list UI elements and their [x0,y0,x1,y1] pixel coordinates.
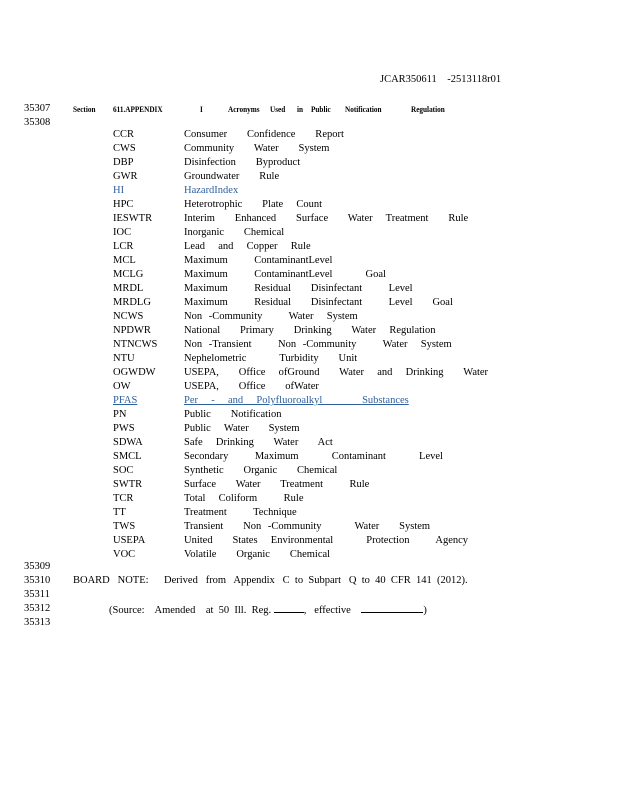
acronym-row [0,366,618,380]
line-number: 35310 [24,575,51,586]
acronym-definition: Groundwater Rule [184,171,280,182]
acronym-row [0,352,618,366]
document-id: JCAR350611 -2513118r01 [380,74,502,85]
acronym-abbr: SOC [113,465,134,476]
acronym-row [0,380,618,394]
acronym-abbr: IOC [113,227,132,238]
line-number: 35312 [24,603,51,614]
acronym-abbr: VOC [113,549,136,560]
acronym-abbr: IESWTR [113,213,153,224]
line-number: 35313 [24,617,51,628]
acronym-definition: Non -Community Water System [184,311,358,322]
heading-word: Notification [345,104,382,114]
section-label: Section [73,104,96,114]
acronym-abbr: PFAS [113,395,138,406]
acronym-abbr: HPC [113,199,134,210]
heading-word: Public [311,104,331,114]
acronym-definition: Interim Enhanced Surface Water Treatment Rule [184,213,469,224]
acronym-row [0,394,618,408]
acronym-row [0,282,618,296]
acronym-row [0,436,618,450]
acronym-definition: United States Environmental Protection Agency [184,535,469,546]
acronym-definition: Treatment Technique [184,507,297,518]
acronym-definition: Transient Non -Community Water System [184,521,431,532]
source-effective: , effective [303,605,351,616]
acronym-definition: Maximum Residual Disinfectant Level [184,283,413,294]
appendix-label: 611.APPENDIX [113,104,163,114]
acronym-abbr: MRDLG [113,297,151,308]
acronym-abbr: CWS [113,143,136,154]
acronym-abbr: TWS [113,521,136,532]
acronym-row [0,310,618,324]
line-number: 35311 [24,589,50,600]
acronym-abbr: NTU [113,353,135,364]
source-close: ) [423,605,427,616]
acronym-abbr: OW [113,381,131,392]
heading-word: Used [270,104,286,114]
acronym-abbr: MCLG [113,269,144,280]
acronym-definition: Surface Water Treatment Rule [184,479,370,490]
acronym-definition: Inorganic Chemical [184,227,285,238]
acronym-row [0,268,618,282]
source-note [109,602,427,617]
acronym-abbr: USEPA [113,535,146,546]
acronym-row [0,464,618,478]
acronym-row [0,128,618,142]
acronym-definition: USEPA, Office ofWater [184,381,319,392]
acronym-row [0,240,618,254]
acronym-row [0,170,618,184]
acronym-definition: Synthetic Organic Chemical [184,465,338,476]
acronym-row [0,184,618,198]
acronym-row [0,212,618,226]
acronym-abbr: SMCL [113,451,142,462]
acronym-definition: Maximum ContaminantLevel [184,255,333,266]
acronym-row [0,338,618,352]
heading-word: Regulation [411,104,445,114]
acronym-definition: Secondary Maximum Contaminant Level [184,451,443,462]
acronym-row [0,408,618,422]
acronym-row [0,226,618,240]
appendix-roman: I [200,104,203,114]
source-open: (Source: [109,605,145,616]
register-page-blank [274,602,304,613]
acronym-abbr: HI [113,185,125,196]
board-note-label: BOARD NOTE: [73,575,149,586]
acronym-row [0,450,618,464]
acronym-abbr: TT [113,507,126,518]
acronym-abbr: LCR [113,241,134,252]
acronym-row [0,478,618,492]
line-number: 35308 [24,117,51,128]
source-amended: Amended at 50 Ill. Reg. [154,605,272,616]
acronym-definition: Volatile Organic Chemical [184,549,331,560]
acronym-abbr: NCWS [113,311,144,322]
acronym-definition: Safe Drinking Water Act [184,437,333,448]
acronym-abbr: OGWDW [113,367,156,378]
acronym-definition: Consumer Confidence Report [184,129,344,140]
acronym-row [0,324,618,338]
acronym-abbr: GWR [113,171,138,182]
acronym-definition: Heterotrophic Plate Count [184,199,323,210]
effective-date-blank [361,602,423,613]
acronym-abbr: MRDL [113,283,144,294]
board-note-text: Derived from Appendix C to Subpart Q to 40 CFR 141 (2012). [164,575,468,586]
acronym-row [0,506,618,520]
line-number: 35309 [24,561,51,572]
acronym-definition: Nephelometric Turbidity Unit [184,353,358,364]
acronym-definition: Maximum ContaminantLevel Goal [184,269,386,280]
acronym-abbr: NTNCWS [113,339,158,350]
acronym-abbr: NPDWR [113,325,151,336]
acronym-row [0,198,618,212]
acronym-abbr: CCR [113,129,135,140]
acronym-definition: Lead and Copper Rule [184,241,311,252]
acronym-abbr: TCR [113,493,134,504]
acronym-definition: Public Water System [184,423,300,434]
acronym-definition: Total Coliform Rule [184,493,304,504]
acronym-row [0,422,618,436]
acronym-abbr: PWS [113,423,135,434]
acronym-row [0,534,618,548]
acronym-abbr: PN [113,409,127,420]
acronym-definition: USEPA, Office ofGround Water and Drinking Water [184,367,489,378]
acronym-abbr: MCL [113,255,136,266]
acronym-row [0,156,618,170]
acronym-row [0,548,618,562]
acronym-row [0,254,618,268]
acronym-definition: HazardIndex [184,185,239,196]
acronym-definition: National Primary Drinking Water Regulation [184,325,436,336]
acronym-definition: Per - and Polyfluoroalkyl Substances [184,395,409,406]
acronym-row [0,520,618,534]
acronym-definition: Non -Transient Non -Community Water System [184,339,452,350]
acronym-definition: Public Notification [184,409,282,420]
heading-word: in [297,104,304,114]
acronym-row [0,492,618,506]
acronym-row [0,296,618,310]
acronym-definition: Maximum Residual Disinfectant Level Goal [184,297,453,308]
acronym-abbr: DBP [113,157,134,168]
acronym-definition: Disinfection Byproduct [184,157,301,168]
heading-word: Acronyms [228,104,260,114]
acronym-definition: Community Water System [184,143,330,154]
acronym-abbr: SDWA [113,437,143,448]
acronym-abbr: SWTR [113,479,143,490]
acronym-row [0,142,618,156]
line-number: 35307 [24,103,51,114]
